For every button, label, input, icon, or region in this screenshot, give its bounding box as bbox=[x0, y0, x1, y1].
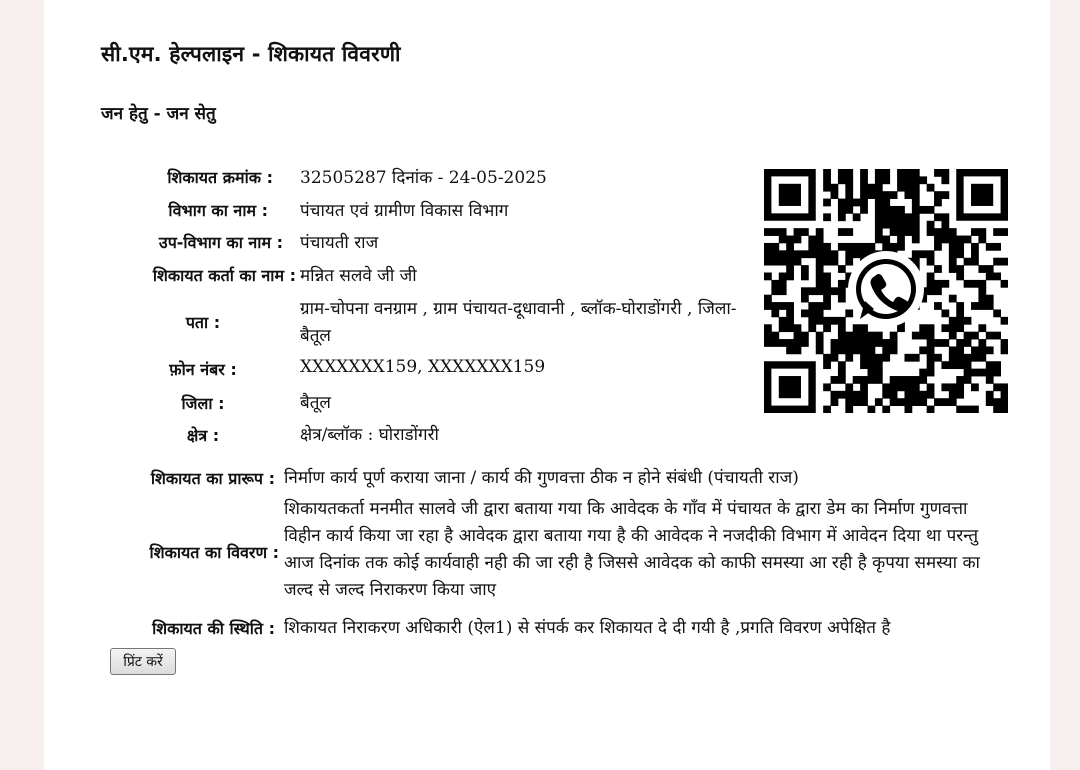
complaint-number-value: 32505287 दिनांक - 24-05-2025 bbox=[300, 168, 547, 188]
complaint-number-label: शिकायत क्रमांक : bbox=[167, 168, 273, 187]
complaint-status-label: शिकायत की स्थिति : bbox=[152, 619, 275, 638]
complaint-status-value: शिकायत निराकरण अधिकारी (ऐल1) से संपर्क कर शिकायत दे दी गयी है ,प्रगति विवरण अपेक्षित है bbox=[284, 618, 891, 638]
phone-label: फ़ोन नंबर : bbox=[169, 360, 237, 379]
area-value: क्षेत्र/ब्लॉक : घोराडोंगरी bbox=[300, 425, 439, 445]
complaint-type-label: शिकायत का प्रारूप : bbox=[150, 469, 275, 488]
subdepartment-value: पंचायती राज bbox=[300, 233, 379, 253]
phone-value: XXXXXXX159, XXXXXXX159 bbox=[300, 357, 546, 377]
complaint-type-value: निर्माण कार्य पूर्ण कराया जाना / कार्य की गुणवत्ता ठीक न होने संबंधी (पंचायती राज) bbox=[284, 468, 799, 488]
district-value: बैतूल bbox=[300, 393, 331, 413]
complaint-description-label: शिकायत का विवरण : bbox=[149, 543, 279, 562]
complaint-description-value: शिकायतकर्ता मनमीत सालवे जी द्वारा बताया गया कि आवेदक के गाँव में पंचायत के द्वारा डेम का निर्माण गुणवत्ता विहीन कार्य किया जा रहा है आवेदक द्वारा बताया गया है की आवेदक ने नजदीकी विभाग में आवेदन दिया था परन्तु आज दिनांक तक कोई कार्यवाही नही की जा रही है जिससे आवेदक को काफी समस्या आ रही है कृपया समस्या का जल्द से जल्द निराकरण किया जाए bbox=[284, 499, 980, 600]
whatsapp-qr-code-icon bbox=[764, 169, 1008, 413]
complainant-value: मन्नित सलवे जी जी bbox=[300, 266, 417, 286]
page-title: सी.एम. हेल्पलाइन - शिकायत विवरणी bbox=[101, 42, 401, 66]
department-value: पंचायत एवं ग्रामीण विकास विभाग bbox=[300, 201, 509, 221]
address-label: पता : bbox=[185, 313, 221, 332]
subdepartment-label: उप-विभाग का नाम : bbox=[158, 233, 283, 252]
page-subtitle: जन हेतु - जन सेतु bbox=[101, 104, 216, 124]
department-label: विभाग का नाम : bbox=[168, 201, 268, 220]
district-label: जिला : bbox=[181, 394, 225, 413]
address-value: ग्राम-चोपना वनग्राम , ग्राम पंचायत-दूधावानी , ब्लॉक-घोराडोंगरी , जिला-बैतूल bbox=[300, 299, 737, 346]
document-page bbox=[44, 0, 1050, 770]
print-button[interactable]: प्रिंट करें bbox=[110, 648, 176, 675]
complainant-label: शिकायत कर्ता का नाम : bbox=[152, 266, 296, 285]
area-label: क्षेत्र : bbox=[186, 426, 220, 445]
